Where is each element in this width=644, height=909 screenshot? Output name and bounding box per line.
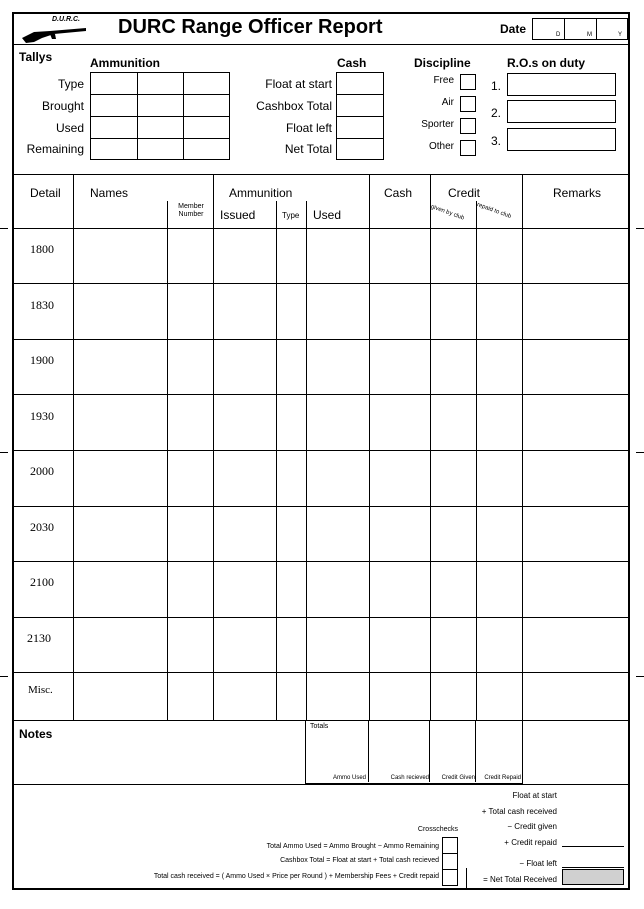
- header-cash: Cash: [384, 186, 413, 200]
- header-remarks: Remarks: [553, 186, 602, 200]
- tally-brought-label: Brought: [41, 99, 84, 113]
- ammunition-heading: Ammunition: [90, 56, 160, 70]
- divider: [12, 44, 630, 45]
- cash-net-total-label: Net Total: [284, 142, 332, 156]
- cash-grid[interactable]: [336, 72, 384, 160]
- summary-rule: [562, 846, 624, 847]
- ros-heading: R.O.s on duty: [507, 56, 585, 70]
- cash-float-left-label: Float left: [285, 121, 332, 135]
- discipline-air-label: Air: [441, 97, 454, 108]
- tally-ammo-grid[interactable]: [90, 72, 230, 160]
- discipline-other-checkbox[interactable]: [460, 140, 476, 156]
- margin-tick: [0, 452, 8, 453]
- header-given-by-club: given by club: [429, 204, 465, 222]
- divider: [12, 174, 630, 175]
- totals-box: [305, 720, 523, 784]
- logo-text: D.U.R.C.: [52, 16, 80, 23]
- discipline-other-label: Other: [428, 141, 454, 152]
- net-total-field[interactable]: [562, 869, 624, 885]
- totals-label: Totals: [310, 723, 329, 730]
- cash-heading: Cash: [337, 56, 367, 70]
- ro-3-field[interactable]: [507, 128, 616, 151]
- summary-credit-given: − Credit given: [507, 822, 557, 831]
- crosschecks-heading: Crosschecks: [417, 826, 458, 833]
- summary-net-total: = Net Total Received: [483, 875, 557, 884]
- margin-tick: [636, 228, 644, 229]
- header-used: Used: [313, 208, 342, 222]
- logo: [20, 16, 90, 46]
- header-ammunition: Ammunition: [229, 186, 293, 200]
- summary-float-left: − Float left: [519, 859, 557, 868]
- formula-ammo-used: Total Ammo Used = Ammo Brought − Ammo Remaining: [266, 843, 439, 850]
- header-names: Names: [90, 186, 129, 200]
- ro-1-number: 1.: [491, 79, 502, 93]
- date-label: Date: [500, 22, 527, 36]
- summary-rule: [562, 867, 624, 868]
- header-repaid-to-club: repaid to club: [475, 202, 512, 220]
- ro-1-field[interactable]: [507, 73, 616, 96]
- row-1800: 1800: [30, 242, 54, 256]
- row-1830: 1830: [30, 298, 54, 312]
- cash-float-start-label: Float at start: [265, 77, 332, 91]
- discipline-free-checkbox[interactable]: [460, 74, 476, 90]
- totals-credit-repaid: Credit Repaid: [484, 775, 521, 781]
- row-1930: 1930: [30, 409, 54, 423]
- summary-credit-repaid: + Credit repaid: [504, 838, 557, 847]
- ro-2-number: 2.: [491, 106, 502, 120]
- tally-used-label: Used: [55, 121, 84, 135]
- ro-2-field[interactable]: [507, 100, 616, 123]
- summary-total-cash: + Total cash received: [481, 807, 557, 816]
- discipline-air-checkbox[interactable]: [460, 96, 476, 112]
- row-2130: 2130: [27, 631, 51, 645]
- row-2000: 2000: [30, 464, 54, 478]
- row-2030: 2030: [30, 520, 54, 534]
- header-credit: Credit: [448, 186, 481, 200]
- discipline-sporter-label: Sporter: [421, 119, 454, 130]
- discipline-free-label: Free: [433, 75, 454, 86]
- date-month-label: M: [587, 32, 592, 38]
- totals-credit-given: Credit Given: [441, 775, 475, 781]
- header-type: Type: [282, 211, 300, 220]
- tallys-heading: Tallys: [19, 50, 53, 64]
- discipline-heading: Discipline: [414, 56, 471, 70]
- totals-cash-received: Cash recieved: [390, 775, 429, 781]
- date-year-label: Y: [618, 32, 623, 38]
- formula-cashbox-total: Cashbox Total = Float at start + Total cash recieved: [280, 857, 439, 864]
- discipline-sporter-checkbox[interactable]: [460, 118, 476, 134]
- tally-remaining-label: Remaining: [26, 142, 84, 156]
- margin-tick: [636, 676, 644, 677]
- row-2100: 2100: [30, 575, 54, 589]
- totals-ammo-used: Ammo Used: [332, 775, 366, 781]
- header-detail: Detail: [30, 186, 61, 200]
- header-member-number: Member Number: [178, 203, 204, 218]
- header-issued: Issued: [220, 208, 256, 222]
- tally-type-label: Type: [57, 77, 84, 91]
- cash-cashbox-label: Cashbox Total: [256, 99, 332, 113]
- notes-heading: Notes: [19, 727, 53, 741]
- page-title: DURC Range Officer Report: [118, 16, 383, 38]
- margin-tick: [0, 676, 8, 677]
- margin-tick: [636, 452, 644, 453]
- row-1900: 1900: [30, 353, 54, 367]
- formula-cash-received: Total cash received = ( Ammo Used × Price per Round ) + Membership Fees + Credit repaid: [153, 873, 439, 880]
- summary-float-start: Float at start: [512, 791, 557, 800]
- margin-tick: [0, 228, 8, 229]
- date-day-label: D: [556, 32, 561, 38]
- divider: [12, 784, 630, 785]
- date-field[interactable]: [532, 18, 628, 40]
- ro-3-number: 3.: [491, 134, 502, 148]
- row-misc: Misc.: [28, 684, 53, 696]
